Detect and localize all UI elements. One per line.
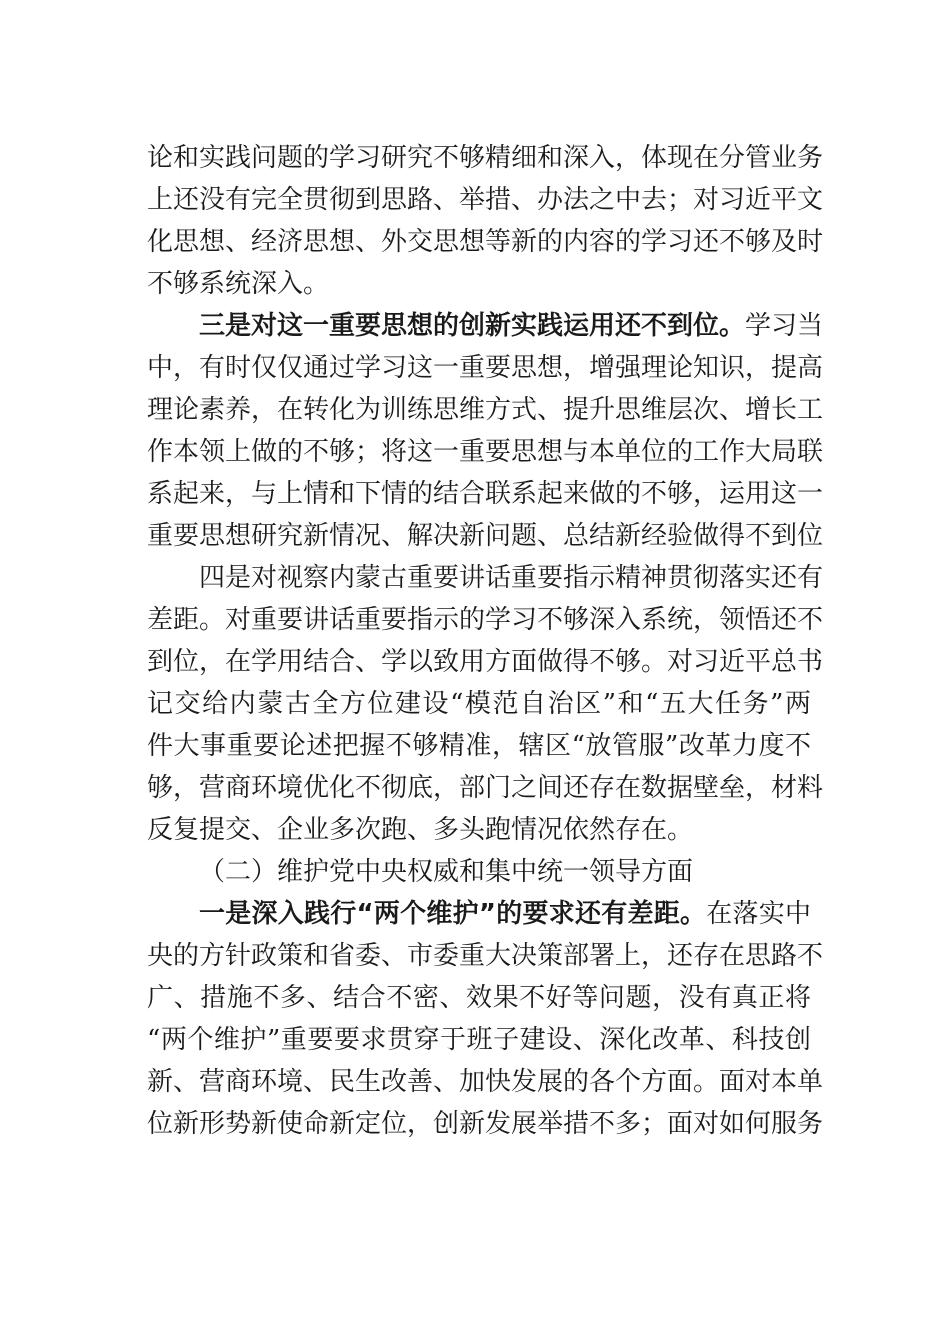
paragraph-line: 央的方针政策和省委、市委重大决策部署上，还存在思路不: [147, 941, 824, 971]
paragraph-line: 记交给内蒙古全方位建设“模范自治区”和“五大任务”两: [147, 689, 811, 719]
paragraph-line: 理论素养，在转化为训练思维方式、提升思维层次、增长工: [147, 395, 824, 425]
paragraph-line: 够，营商环境优化不彻底，部门之间还存在数据壁垒，材料: [147, 773, 824, 803]
paragraph-line: 系起来，与上情和下情的结合联系起来做的不够，运用这一: [147, 479, 824, 509]
paragraph-text: 学习当: [745, 311, 824, 341]
paragraph-line: 作本领上做的不够；将这一重要思想与本单位的工作大局联: [147, 437, 824, 467]
paragraph-line: 不够系统深入。: [147, 269, 330, 299]
paragraph-text: 在落实中: [706, 899, 811, 929]
paragraph-line: 新、营商环境、民生改善、加快发展的各个方面。面对本单: [147, 1067, 824, 1097]
bold-lead-sentence: 一是深入践行“两个维护”的要求还有差距。: [199, 899, 707, 929]
paragraph-first-line: [199, 306, 824, 346]
paragraph-line: “两个维护”重要要求贯穿于班子建设、深化改革、科技创: [147, 1025, 811, 1055]
paragraph-line: 件大事重要论述把握不够精准，辖区“放管服”改革力度不: [147, 731, 811, 761]
paragraph-line: 论和实践问题的学习研究不够精细和深入，体现在分管业务: [147, 143, 824, 173]
paragraph-line: 中，有时仅仅通过学习这一重要思想，增强理论知识，提高: [147, 353, 824, 383]
paragraph-line: 位新形势新使命新定位，创新发展举措不多；面对如何服务: [147, 1109, 824, 1139]
paragraph-line: 反复提交、企业多次跑、多头跑情况依然存在。: [147, 815, 694, 845]
paragraph-line: 到位，在学用结合、学以致用方面做得不够。对习近平总书: [147, 647, 824, 677]
paragraph-line: 重要思想研究新情况、解决新问题、总结新经验做得不到位: [147, 521, 824, 551]
paragraph-first-line: [199, 894, 811, 934]
paragraph-line: 上还没有完全贯彻到思路、举措、办法之中去；对习近平文: [147, 185, 824, 215]
paragraph-line: 广、措施不多、结合不密、效果不好等问题，没有真正将: [147, 983, 811, 1013]
paragraph-first-line: 四是对视察内蒙古重要讲话重要指示精神贯彻落实还有: [199, 563, 824, 593]
bold-lead-sentence: 三是对这一重要思想的创新实践运用还不到位。: [199, 311, 746, 341]
paragraph-line: 化思想、经济思想、外交思想等新的内容的学习还不够及时: [147, 227, 824, 257]
paragraph-line: 差距。对重要讲话重要指示的学习不够深入系统，领悟还不: [147, 605, 824, 635]
section-heading: （二）维护党中央权威和集中统一领导方面: [199, 857, 694, 887]
